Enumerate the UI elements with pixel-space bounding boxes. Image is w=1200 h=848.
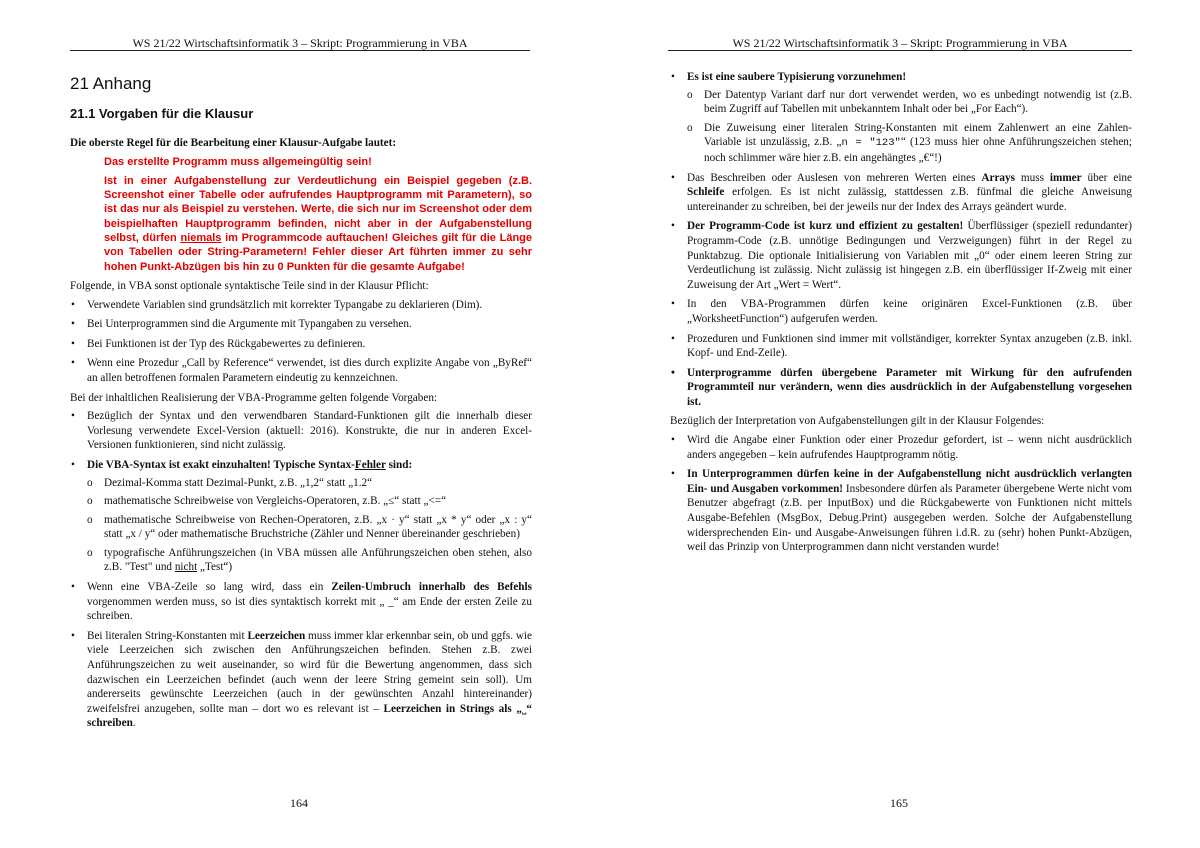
sub-list-item: o mathematische Schreibweise von Rechen-Operatoren, z.B. „x · y“ statt „x * y“ oder „x : y“ statt „x / y“ oder mathematische Bruchstriche (Zähler und Nenner übereinander geschrieben) — [87, 513, 532, 542]
content-rules-list — [70, 409, 532, 731]
optional-parts-intro: Folgende, in VBA sonst optionale syntaktische Teile sind in der Klausur Pflicht: — [70, 279, 429, 292]
list-item: • Wenn eine VBA-Zeile so lang wird, dass ein Zeilen-Umbruch innerhalb des Befehls vorgenommen werden muss, so ist dies syntaktisch korrekt mit „ _“ am Ende der ersten Zeile zu schreiben. — [70, 580, 532, 624]
right-rules-list — [670, 70, 1132, 409]
list-item: • Wenn eine Prozedur „Call by Reference“ verwendet, ist dies durch explizite Angabe von „ByRef“ an allen betroffenen formalen Parametern eindeutig zu kennzeichnen. — [70, 356, 532, 385]
list-item: • Unterprogramme dürfen übergebene Parameter mit Wirkung für den aufrufenden Programmteil nur verändern, wenn dies ausdrücklich in der Aufgabenstellung vorgesehen ist. — [670, 366, 1132, 410]
right-page-body — [670, 70, 1132, 560]
list-item-syntax-errors: • Die VBA-Syntax ist exakt einzuhalten! Typische Syntax-Fehler sind: o Dezimal-Komma statt Dezimal-Punkt, z.B. „1,2“ statt „1.2“ o mathematische Schreibweise von Vergleichs-Operatoren, z.B. „≤“ statt „<=“ o mathematische Schreibweise von Rechen-Operatoren, z.B. „x · y“ statt „x * y“ oder „x : y“ statt „x / y“ oder mathematische Bruchstriche (Zähler und Nenner übereinander geschrieben) o typografische Anführungszeichen (in VBA müssen alle Anführungszeichen oben stehen, also z.B. "Test" und nicht „Test“) — [70, 458, 532, 575]
list-item: • In Unterprogrammen dürfen keine in der Aufgabenstellung nicht ausdrücklich verlangten Ein- und Ausgaben vorkommen! Insbesondere dürfen als Parameter übergebene Werte nicht vom Benutzer abgefragt (z.B. per InputBox) und die Rückgabewerte von Funktionen nicht mittels Ausgabe-Befehlen (MsgBox, Debug.Print) ausgegeben werden. Solche der Aufgabenstellung widersprechenden Ein- und Ausgabe-Anweisungen führen i.d.R. zu (sehr) hohen Punkt-Abzügen, weil das Prinzip von Unterprogrammen dann nicht verstanden wurde! — [670, 467, 1132, 555]
main-rule-lead: Die oberste Regel für die Bearbeitung einer Klausur-Aufgabe lautet: — [70, 137, 397, 149]
list-item: • Bei Funktionen ist der Typ des Rückgabewertes zu definieren. — [70, 337, 532, 352]
interpretation-list — [670, 433, 1132, 555]
sub-list-item: o Der Datentyp Variant darf nur dort verwendet werden, wo es unbedingt notwendig ist (z.B. beim Zugriff auf Tabellen mit unbekanntem Inhalt oder bei „For Each“). — [687, 88, 1132, 117]
list-item: • Das Beschreiben oder Auslesen von mehreren Werten eines Arrays muss immer über eine Schleife erfolgen. Es ist nicht zulässig, stattdessen z.B. fünfmal die gleiche Anweisung untereinander zu schreiben, bei der jeweils nur der Index des Arrays geändert wurde. — [670, 171, 1132, 215]
right-page: WS 21/22 Wirtschaftsinformatik 3 – Skript: Programmierung in VBA • Es ist eine saubere Typisierung vorzunehmen! o Der Datentyp Variant darf nur dort verwendet werden, wo es unbedingt notwendig ist (z.B. beim Zugriff auf Tabellen mit unbekanntem Inhalt oder bei „For Each“). o Die Zuweisung einer literalen String-Konstanten mit einem Zahlenwert an eine Zahlen-Variable ist unzulässig, z.B. „n = "123"“ (123 muss hier ohne Anführungszeichen stehen; noch schlimmer wäre hier z.B. ein angehängtes „€“!) • Das Beschreiben oder Auslesen von mehreren Werten eines Arrays muss immer über eine Schleife erfolgen. Es ist nicht zulässig, stattdessen z.B. fünfmal die gleiche Anweisung untereinander zu schreiben, bei der jeweils nur der Index des Arrays geändert wurde. • Der Programm-Code ist kurz und effizient zu gestalten! Überflüssiger (speziell redundanter) Programm-Code (z.B. unnötige Bedingungen und Verzweigungen) führt in der Regel zu Punktabzug. Die optionale Initialisierung von Variablen mit „0“ oder einem leeren String zur Verdeutlichung ist zulässig. Nicht zulässig ist hingegen z.B. ein überflüssiger If-Zweig mit einer Zuweisung der Art „Wert = Wert“. • In den VBA-Programmen dürfen keine originären Excel-Funktionen (z.B. über „WorksheetFunction“) aufgerufen werden. • Prozeduren und Funktionen sind immer mit vollständiger, korrekter Syntax anzugeben (z.B. inkl. Kopf- und End-Zeile). • Unterprogramme dürfen übergebene Parameter mit Wirkung für den aufrufenden Programmteil nur verändern, wenn dies ausdrücklich in der Aufgabenstellung vorgesehen ist. Bezüglich der Interpretation von Aufgabenstellungen gilt in der Klausur Folgendes: • Wird die Angabe einer Funktion oder einer Prozedur gefordert, ist – wenn nicht ausdrücklich anders angegeben – kein aufrufendes Hauptprogramm nötig. • In Unterprogrammen dürfen keine in der Aufgabenstellung nicht ausdrücklich verlangten Ein- und Ausgaben vorkommen! Insbesondere dürfen als Parameter übergebene Werte nicht vom Benutzer abgefragt (z.B. per InputBox) und die Rückgabewerte von Funktionen nicht mittels Ausgabe-Befehlen (MsgBox, Debug.Print) ausgegeben werden. Solche der Aufgabenstellung widersprechenden Ein- und Ausgabe-Anweisungen führen i.d.R. zu (sehr) hohen Punkt-Abzügen, weil das Prinzip von Unterprogrammen dann nicht verstanden wurde! 165 — [600, 0, 1200, 848]
section-title: 21.1 Vorgaben für die Klausur — [70, 106, 254, 121]
header-rule — [668, 50, 1132, 51]
main-rule-block — [104, 155, 532, 274]
list-item: • Der Programm-Code ist kurz und effizient zu gestalten! Überflüssiger (speziell redundanter) Programm-Code (z.B. unnötige Bedingungen und Verzweigungen) führt in der Regel zu Punktabzug. Die optionale Initialisierung von Variablen mit „0“ oder einem leeren String zur Verdeutlichung ist zulässig. Nicht zulässig ist hingegen z.B. ein überflüssiger If-Zweig mit einer Zuweisung der Art „Wert = Wert“. — [670, 219, 1132, 292]
optional-parts-list — [70, 298, 532, 386]
main-rule-2: Ist in einer Aufgabenstellung zur Verdeutlichung ein Beispiel gegeben (z.B. Screenshot einer Tabelle oder aufrufendes Hauptprogramm mit Parametern), so ist das nur als Beispiel zu verstehen. Werte, die sich nur im Screenshot oder dem beispielhaften Hauptprogramm befinden, nicht aber in der Aufgabenstellung selbst, dürfen niemals im Programmcode auftauchen! Gleiches gilt für die Länge von Tabellen oder String-Parametern! Fehler dieser Art führten immer zu sehr hohen Punkt-Abzügen bis hin zu 0 Punkten für die gesamte Aufgabe! — [104, 174, 532, 273]
header-rule — [70, 50, 530, 51]
sub-list-item: o Dezimal-Komma statt Dezimal-Punkt, z.B. „1,2“ statt „1.2“ — [87, 476, 532, 491]
interpretation-intro: Bezüglich der Interpretation von Aufgabenstellungen gilt in der Klausur Folgendes: — [670, 415, 1045, 428]
running-header: WS 21/22 Wirtschaftsinformatik 3 – Skript: Programmierung in VBA — [132, 36, 468, 50]
sub-list-item: o typografische Anführungszeichen (in VBA müssen alle Anführungszeichen oben stehen, also z.B. "Test" und nicht „Test“) — [87, 546, 532, 575]
list-item-typing: • Es ist eine saubere Typisierung vorzunehmen! o Der Datentyp Variant darf nur dort verwendet werden, wo es unbedingt notwendig ist (z.B. beim Zugriff auf Tabellen mit unbekanntem Inhalt oder bei „For Each“). o Die Zuweisung einer literalen String-Konstanten mit einem Zahlenwert an eine Zahlen-Variable ist unzulässig, z.B. „n = "123"“ (123 muss hier ohne Anführungszeichen stehen; noch schlimmer wäre hier z.B. ein angehängtes „€“!) — [670, 70, 1132, 166]
left-page-body — [70, 68, 532, 736]
sub-list-item: o mathematische Schreibweise von Vergleichs-Operatoren, z.B. „≤“ statt „<=“ — [87, 494, 532, 509]
main-rule-1: Das erstellte Programm muss allgemeingültig sein! — [104, 155, 372, 168]
sub-list-item: o Die Zuweisung einer literalen String-Konstanten mit einem Zahlenwert an eine Zahlen-Variable ist unzulässig, z.B. „n = "123"“ (123 muss hier ohne Anführungszeichen stehen; noch schlimmer wäre hier z.B. ein angehängtes „€“!) — [687, 121, 1132, 166]
list-item: • In den VBA-Programmen dürfen keine originären Excel-Funktionen (z.B. über „WorksheetFunction“) aufgerufen werden. — [670, 297, 1132, 326]
list-item: • Verwendete Variablen sind grundsätzlich mit korrekter Typangabe zu deklarieren (Dim). — [70, 298, 532, 313]
content-rules-intro: Bei der inhaltlichen Realisierung der VBA-Programme gelten folgende Vorgaben: — [70, 391, 438, 404]
syntax-error-sublist — [87, 476, 532, 576]
list-item: • Bezüglich der Syntax und den verwendbaren Standard-Funktionen gilt die innerhalb dieser Vorlesung verwendete Excel-Version (aktuell: 2016). Konstrukte, die nur in anderen Excel-Versionen funktionieren, sind nicht zulässig. — [70, 409, 532, 453]
list-item: • Prozeduren und Funktionen sind immer mit vollständiger, korrekter Syntax anzugeben (z.B. inkl. Kopf- und End-Zeile). — [670, 332, 1132, 361]
typing-sublist — [687, 88, 1132, 166]
chapter-title: 21 Anhang — [70, 74, 152, 93]
left-page: WS 21/22 Wirtschaftsinformatik 3 – Skript: Programmierung in VBA 21 Anhang 21.1 Vorgaben für die Klausur Die oberste Regel für die Bearbeitung einer Klausur-Aufgabe lautet: Das erstellte Programm muss allgemeingültig sein! Ist in einer Aufgabenstellung zur Verdeutlichung ein Beispiel gegeben (z.B. Screenshot einer Tabelle oder aufrufendes Hauptprogramm mit Parametern), so ist das nur als Beispiel zu verstehen. Werte, die sich nur im Screenshot oder dem beispielhaften Hauptprogramm befinden, nicht aber in der Aufgabenstellung selbst, dürfen niemals im Programmcode auftauchen! Gleiches gilt für die Länge von Tabellen oder String-Parametern! Fehler dieser Art führten immer zu sehr hohen Punkt-Abzügen bis hin zu 0 Punkten für die gesamte Aufgabe! Folgende, in VBA sonst optionale syntaktische Teile sind in der Klausur Pflicht: • Verwendete Variablen sind grundsätzlich mit korrekter Typangabe zu deklarieren (Dim). • Bei Unterprogrammen sind die Argumente mit Typangaben zu versehen. • Bei Funktionen ist der Typ des Rückgabewertes zu definieren. • Wenn eine Prozedur „Call by Reference“ verwendet, ist dies durch explizite Angabe von „ByRef“ an allen betroffenen formalen Parametern eindeutig zu kennzeichnen. Bei der inhaltlichen Realisierung der VBA-Programme gelten folgende Vorgaben: • Bezüglich der Syntax und den verwendbaren Standard-Funktionen gilt die innerhalb dieser Vorlesung verwendete Excel-Version (aktuell: 2016). Konstrukte, die nur in anderen Excel-Versionen funktionieren, sind nicht zulässig. • Die VBA-Syntax ist exakt einzuhalten! Typische Syntax-Fehler sind: o Dezimal-Komma statt Dezimal-Punkt, z.B. „1,2“ statt „1.2“ o mathematische Schreibweise von Vergleichs-Operatoren, z.B. „≤“ statt „<=“ o mathematische Schreibweise von Rechen-Operatoren, z.B. „x · y“ statt „x * y“ oder „x : y“ statt „x / y“ oder mathematische Bruchstriche (Zähler und Nenner übereinander geschrieben) o typografische Anführungszeichen (in VBA müssen alle Anführungszeichen oben stehen, also z.B. "Test" und nicht „Test“) • Wenn eine VBA-Zeile so lang wird, dass ein Zeilen-Umbruch innerhalb des Befehls vorgenommen werden muss, so ist dies syntaktisch korrekt mit „ _“ am Ende der ersten Zeile zu schreiben. • Bei literalen String-Konstanten mit Leerzeichen muss immer klar erkennbar sein, ob und ggfs. wie viele Leerzeichen sich zwischen den Anführungszeichen befinden. Stehen z.B. zwei Anführungszeichen zu weit auseinander, so wird für die Bewertung angenommen, dass sich dazwischen ein Leerzeichen befindet (auch wenn der leere String gemeint sein soll). Um andererseits gewünschte Leerzeichen (auch in der gewünschten Anzahl hintereinander) zweifelsfrei anzugeben, sollte man – dort wo es relevant ist – Leerzeichen in Strings als „˽“ schreiben. 164 — [0, 0, 600, 848]
list-item: • Wird die Angabe einer Funktion oder einer Prozedur gefordert, ist – wenn nicht ausdrücklich anders angegeben – kein aufrufendes Hauptprogramm nötig. — [670, 433, 1132, 462]
list-item: • Bei literalen String-Konstanten mit Leerzeichen muss immer klar erkennbar sein, ob und ggfs. wie viele Leerzeichen sich zwischen den Anführungszeichen befinden. Stehen z.B. zwei Anführungszeichen zu weit auseinander, so wird für die Bewertung angenommen, dass sich dazwischen ein Leerzeichen befindet (auch wenn der leere String gemeint sein soll). Um andererseits gewünschte Leerzeichen (auch in der gewünschten Anzahl hintereinander) zweifelsfrei anzugeben, sollte man – dort wo es relevant ist – Leerzeichen in Strings als „˽“ schreiben. — [70, 629, 532, 731]
running-header: WS 21/22 Wirtschaftsinformatik 3 – Skript: Programmierung in VBA — [732, 36, 1068, 50]
list-item: • Bei Unterprogrammen sind die Argumente mit Typangaben zu versehen. — [70, 317, 532, 332]
